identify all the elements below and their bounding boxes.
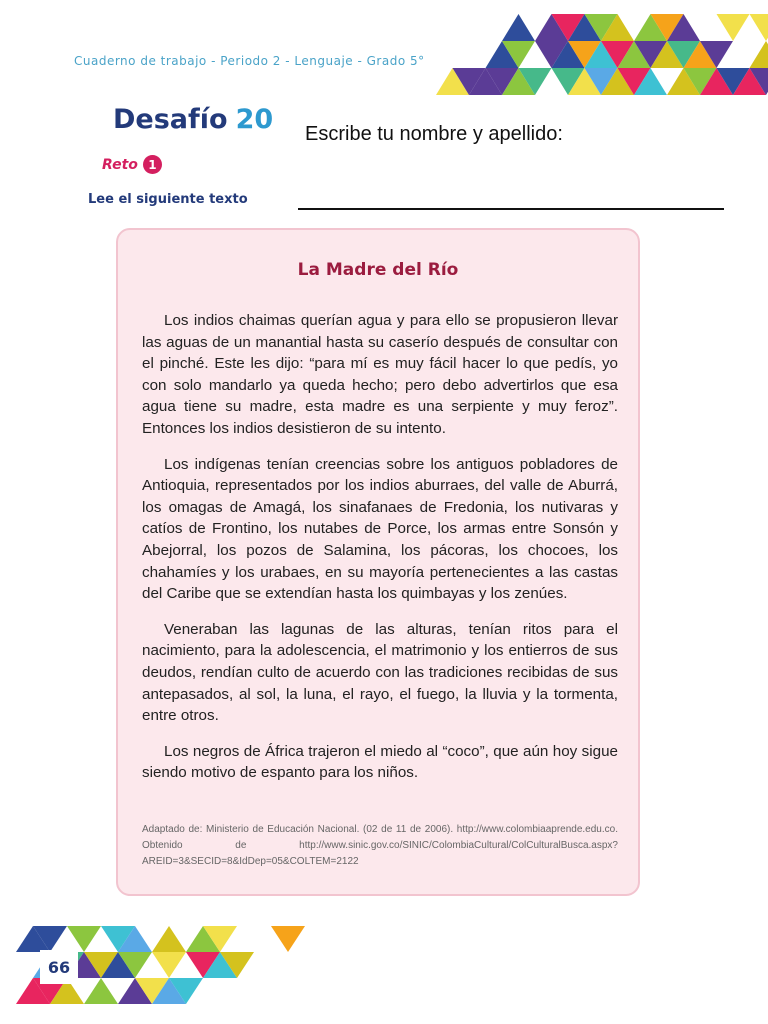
story-paragraph-3: Veneraban las lagunas de las alturas, tenían ritos para el nacimiento, para la adolescencia, el matrimonio y los entierros de sus deudos, rendían culto de acuerdo con las tradiciones recibidas de sus antepasados, al sol, la luna, el rayo, el fuego, la lluvia y la tormenta, entre otros. bbox=[142, 620, 618, 725]
story-paragraph-4: Los negros de África trajeron el miedo al “coco”, que aún hoy sigue siendo motivo de espanto para los niños. bbox=[142, 742, 618, 782]
workbook-header: Cuaderno de trabajo - Periodo 2 - Lenguaje - Grado 5° bbox=[74, 54, 425, 68]
decor-triangle bbox=[717, 14, 750, 41]
title-word: Desafío bbox=[113, 104, 228, 135]
decor-triangle bbox=[152, 926, 186, 952]
name-answer-line[interactable] bbox=[298, 208, 724, 210]
source-citation: Adaptado de: Ministerio de Educación Nacional. (02 de 11 de 2006). http://www.colombiaaprende.edu.co. Obtenido de http://www.sinic.gov.co/SINIC/ColombiaCultural/ColCulturalBusca.aspx?AREID=3&SECID=8&IdDep=05&COLTEM=2122 bbox=[142, 824, 618, 867]
reading-box bbox=[116, 228, 640, 896]
decor-triangle bbox=[502, 14, 535, 41]
instruction-text: Lee el siguiente texto bbox=[88, 192, 248, 207]
story-paragraph-1: Los indios chaimas querían agua y para ello se propusieron llevar las aguas de un manantial hasta su caserío después de consultar con el pinché. Este les dijo: “para mí es muy fácil hacer lo que pedís, yo con solo mandarlo ya queda hecho; pero debo advertirlos que esa agua tiene su madre, esta madre es una serpiente y muy feroz”. Entonces los indios desistieron de su intento. bbox=[142, 312, 618, 437]
decor-triangle bbox=[750, 14, 768, 41]
decor-triangle bbox=[750, 41, 768, 68]
title-number: 20 bbox=[235, 104, 274, 135]
decorative-triangles-top bbox=[436, 14, 768, 98]
page-number: 66 bbox=[40, 950, 78, 984]
reto-text: Reto bbox=[102, 156, 138, 173]
decor-triangle bbox=[152, 952, 186, 978]
story-paragraph-2: Los indígenas tenían creencias sobre los antiguos pobladores de Antioquia, representados por los indios aburraes, del valle de Aburrá, los omagas de Amagá, los sinafanaes de Fredonia, los nutivaras y catíos de Frontino, los nutabes de Porce, los armas entre Sonsón y Abejorral, los pozos de Salamina, los pácoras, los chocoes, los chahamíes y los urabaes, en su mayoría pertenecientes a las castas del Caribe que se extendían hasta los quimbayas y los zenúes. bbox=[142, 455, 618, 603]
reto-label bbox=[102, 155, 162, 174]
page-title bbox=[113, 104, 273, 135]
name-prompt: Escribe tu nombre y apellido: bbox=[305, 123, 563, 145]
decor-triangle bbox=[67, 926, 101, 952]
decor-triangle bbox=[271, 926, 305, 952]
story-body bbox=[142, 310, 618, 798]
reto-number-badge: 1 bbox=[143, 155, 162, 174]
story-title: La Madre del Río bbox=[297, 260, 459, 280]
decor-triangle bbox=[84, 978, 118, 1004]
